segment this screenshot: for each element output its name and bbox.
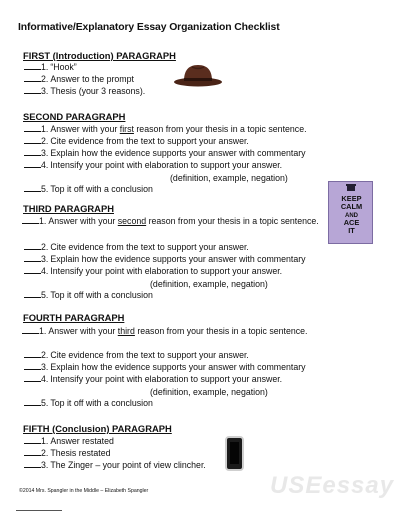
checkbox-line[interactable]	[24, 184, 41, 192]
checkbox-line[interactable]	[24, 124, 41, 132]
list-item: 5. Top it off with a conclusion	[24, 398, 153, 409]
elaboration-hint: (definition, example, negation)	[150, 279, 268, 289]
checkbox-line[interactable]	[24, 374, 41, 382]
checkbox-line[interactable]	[24, 448, 41, 456]
checkbox-line[interactable]	[24, 398, 41, 406]
checkbox-line[interactable]	[24, 74, 41, 82]
list-item: 2. Cite evidence from the text to support your answer.	[24, 242, 249, 253]
elaboration-hint: (definition, example, negation)	[150, 387, 268, 397]
checkbox-line[interactable]	[24, 242, 41, 250]
list-item: 1. “Hook”	[24, 62, 77, 73]
checkbox-line[interactable]	[24, 350, 41, 358]
section-heading-first: FIRST (Introduction) PARAGRAPH	[23, 50, 176, 61]
list-item: 3. Thesis (your 3 reasons).	[24, 86, 145, 97]
list-item: 1. Answer with your third reason from your thesis in a topic sentence.	[22, 326, 322, 337]
keep-calm-poster: KEEP CALM AND ACE IT	[328, 181, 373, 244]
list-item: 4. Intensify your point with elaboration to support your answer.	[24, 160, 282, 171]
list-item: 3. Explain how the evidence supports your answer with commentary	[24, 254, 306, 265]
checkbox-line[interactable]	[24, 290, 41, 298]
list-item: 3. The Zinger – your point of view clincher.	[24, 460, 206, 471]
elaboration-hint: (definition, example, negation)	[170, 173, 288, 183]
checkbox-line[interactable]	[24, 62, 41, 70]
list-item: 2. Thesis restated	[24, 448, 110, 459]
checkbox-line[interactable]	[24, 148, 41, 156]
list-item: 2. Cite evidence from the text to support your answer.	[24, 136, 249, 147]
list-item: 5. Top it off with a conclusion	[24, 184, 153, 195]
section-heading-fifth: FIFTH (Conclusion) PARAGRAPH	[23, 423, 172, 434]
list-item: 1. Answer with your second reason from your thesis in a topic sentence.	[22, 216, 322, 227]
section-heading-third: THIRD PARAGRAPH	[23, 203, 114, 214]
watermark: USEessay	[270, 472, 395, 499]
checkbox-line[interactable]	[24, 254, 41, 262]
checkbox-line[interactable]	[24, 266, 41, 274]
divider	[16, 510, 62, 511]
checkbox-line[interactable]	[24, 160, 41, 168]
list-item: 4. Intensify your point with elaboration to support your answer.	[24, 374, 282, 385]
section-heading-second: SECOND PARAGRAPH	[23, 111, 126, 122]
list-item: 5. Top it off with a conclusion	[24, 290, 153, 301]
checkbox-line[interactable]	[24, 460, 41, 468]
crown-icon	[347, 186, 355, 191]
checkbox-line[interactable]	[24, 362, 41, 370]
copyright-footer: ©2014 Mrs. Spangler in the Middle – Elizabeth Spangler	[19, 488, 149, 494]
list-item: 3. Explain how the evidence supports your answer with commentary	[24, 148, 306, 159]
section-heading-fourth: FOURTH PARAGRAPH	[23, 312, 125, 323]
checkbox-line[interactable]	[24, 136, 41, 144]
page-title: Informative/Explanatory Essay Organization Checklist	[18, 22, 280, 33]
phone-icon	[225, 436, 244, 471]
checkbox-line[interactable]	[22, 326, 39, 334]
list-item: 1. Answer with your first reason from your thesis in a topic sentence.	[24, 124, 307, 135]
list-item: 4. Intensify your point with elaboration to support your answer.	[24, 266, 282, 277]
list-item: 1. Answer restated	[24, 436, 114, 447]
list-item: 3. Explain how the evidence supports your answer with commentary	[24, 362, 306, 373]
checkbox-line[interactable]	[22, 216, 39, 224]
checkbox-line[interactable]	[24, 86, 41, 94]
hat-icon	[173, 63, 223, 87]
list-item: 2. Cite evidence from the text to support your answer.	[24, 350, 249, 361]
checkbox-line[interactable]	[24, 436, 41, 444]
list-item: 2. Answer to the prompt	[24, 74, 134, 85]
